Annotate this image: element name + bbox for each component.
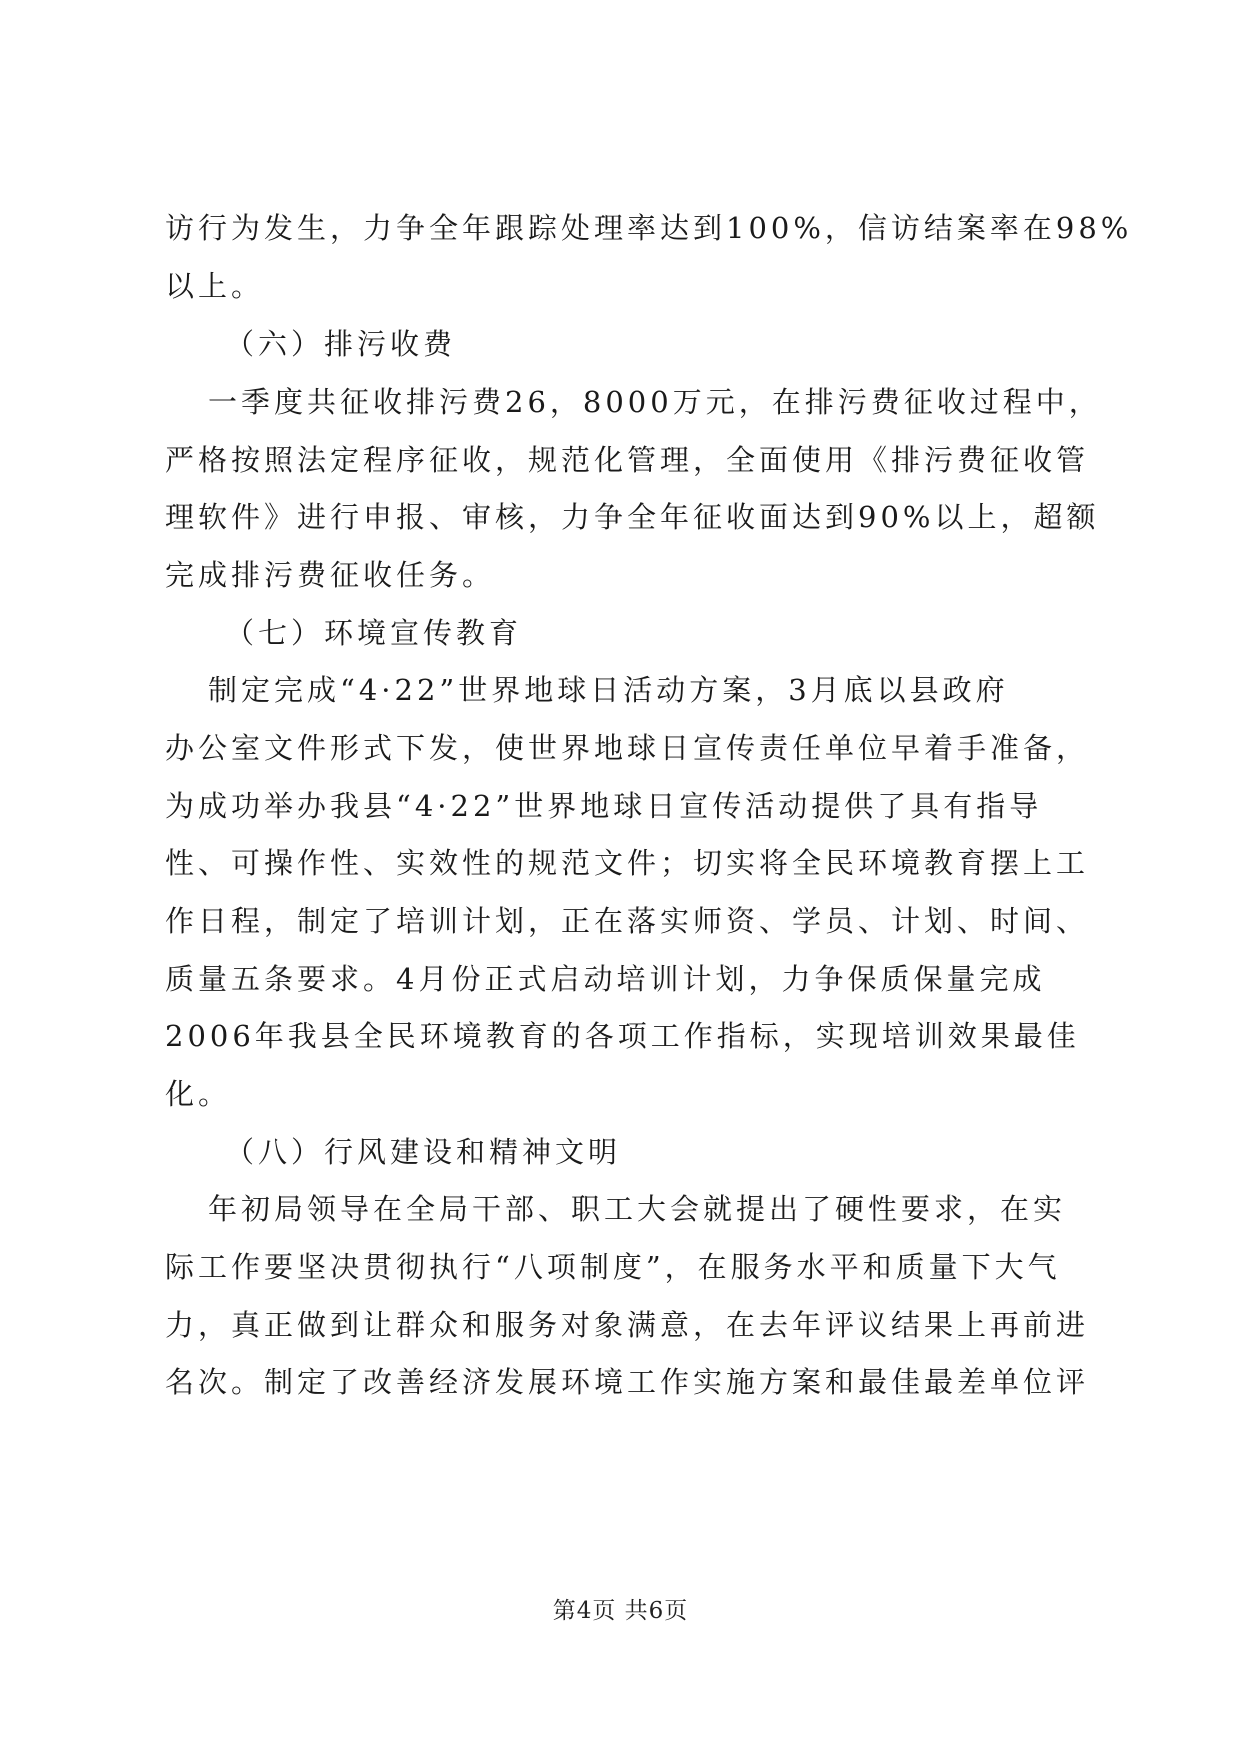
section-heading: （六）排污收费 xyxy=(225,327,457,361)
text-line: 一季度共征收排污费26，8000万元，在排污费征收过程中， xyxy=(208,385,1102,419)
text-line: 理软件》进行申报、审核，力争全年征收面达到90%以上，超额 xyxy=(165,500,1100,534)
text-line: 作日程，制定了培训计划，正在落实师资、学员、计划、时间、 xyxy=(165,904,1090,938)
text-line: 完成排污费征收任务。 xyxy=(165,558,496,592)
text-line: 化。 xyxy=(165,1077,232,1111)
text-line: 严格按照法定程序征收，规范化管理，全面使用《排污费征收管 xyxy=(165,443,1090,477)
text-line: 制定完成“4·22”世界地球日活动方案，3月底以县政府 xyxy=(208,673,1009,707)
text-line: 为成功举办我县“4·22”世界地球日宣传活动提供了具有指导 xyxy=(165,789,1043,823)
section-heading: （七）环境宣传教育 xyxy=(225,616,523,650)
text-line: 际工作要坚决贯彻执行“八项制度”，在服务水平和质量下大气 xyxy=(165,1250,1061,1284)
text-line: 2006年我县全民环境教育的各项工作指标，实现培训效果最佳 xyxy=(165,1019,1080,1053)
text-line: 性、可操作性、实效性的规范文件；切实将全民环境教育摆上工 xyxy=(165,846,1090,880)
text-line: 年初局领导在全局干部、职工大会就提出了硬性要求，在实 xyxy=(208,1192,1067,1226)
text-line: 访行为发生，力争全年跟踪处理率达到100%，信访结案率在98% xyxy=(165,211,1133,245)
text-line: 以上。 xyxy=(165,269,265,303)
text-line: 质量五条要求。4月份正式启动培训计划，力争保质保量完成 xyxy=(165,962,1046,996)
section-heading: （八）行风建设和精神文明 xyxy=(225,1135,622,1169)
text-line: 名次。制定了改善经济发展环境工作实施方案和最佳最差单位评 xyxy=(165,1365,1090,1399)
text-line: 力，真正做到让群众和服务对象满意，在去年评议结果上再前进 xyxy=(165,1308,1090,1342)
text-line: 办公室文件形式下发，使世界地球日宣传责任单位早着手准备， xyxy=(165,731,1090,765)
page-number-footer: 第4页 共6页 xyxy=(552,1598,689,1624)
